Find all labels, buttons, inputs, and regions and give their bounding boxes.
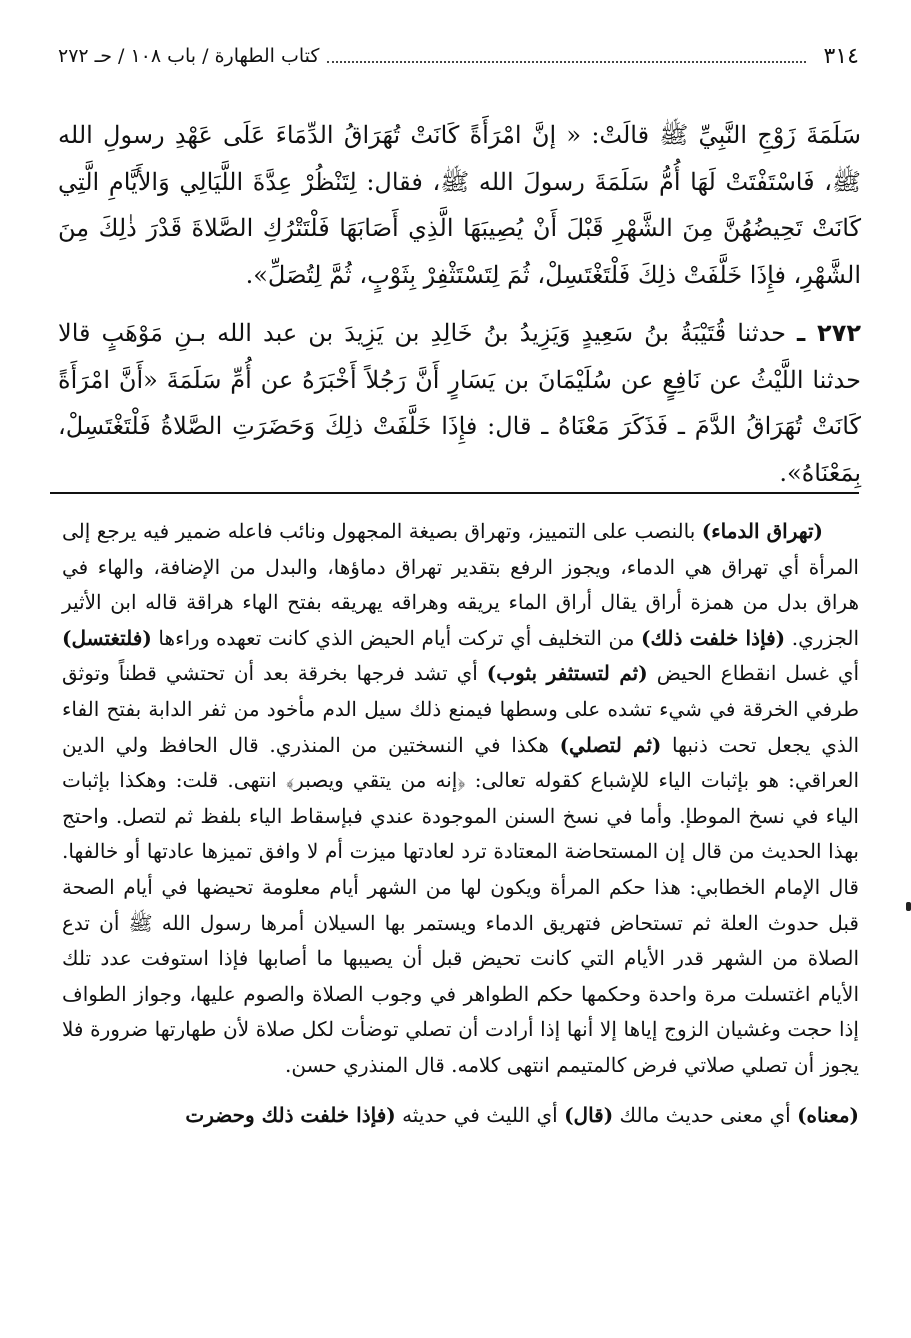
commentary-block xyxy=(62,514,859,1133)
hadith-number: ٢٧٢ ـ xyxy=(797,319,861,347)
commentary-text: من التخليف أي تركت أيام الحيض الذي كانت تعهده وراءها xyxy=(151,625,642,650)
hadith-272 xyxy=(58,310,861,496)
commentary-text: أي غسل انقطاع الحيض xyxy=(647,661,860,686)
hadith-271-continuation: سَلَمَةَ زَوْجِ النَّبِيِّ ﷺ قالَتْ: « إنَّ امْرَأَةً كَانَتْ تُهَرَاقُ الدِّمَاءَ عَلَى عَهْدِ رسولِ الله ﷺ، فَاسْتَفْتَتْ لَهَا أُمُّ سَلَمَةَ رسولَ الله ﷺ، فقال: لِتَنْظُرْ عِدَّةَ اللَّيَالِي وَالأَيَّامِ الَّتِي كَانَتْ تَحِيضُهُنَّ مِنَ الشَّهْرِ قَبْلَ أَنْ يُصِيبَهَا الَّذِي أَصَابَهَا فَلْتَتْرُكِ الصَّلاةَ قَدْرَ ذٰلِكَ مِنَ الشَّهْرِ، فإِذَا خَلَّفَتْ ذلِكَ فَلْتَغْتَسِلْ، ثُمَ لِتَسْتَثْفِرْ بِثَوْبٍ، ثُمَّ لِتُصَلِّ». xyxy=(58,121,861,289)
commentary-term: (تهراق الدماء) xyxy=(701,519,823,543)
commentary-term: (فلتغتسل) xyxy=(62,625,152,650)
commentary-text: هكذا في النسختين من المنذري. قال الحافظ ولي الدين العراقي: هو بإثبات الياء للإشباع كقوله تعالى: ﴿إنه من يتقي ويصبر﴾ انتهى. قلت: وهكذا بإثبات الياء في نسخ الموطإ. وأما في نسخ السنن الموجودة عندي فبإسقاط الياء بلفظ ثم لتصل. واحتج بهذا الحديث من قال إن المستحاضة المعتادة ترد لعادتها ميزت أم لا وافق تميزها عادتها أو خالفها. قال الإمام الخطابي: هذا حكم المرأة ويكون لها من الشهر أيام معلومة تحيضها في أيام الصحة قبل حدوث العلة ثم تستحاض فتهريق الدماء ويستمر بها السيلان أمرها رسول الله ﷺ أن تدع الصلاة من الشهر قدر الأيام التي كانت تحيض قبل أن يصيبها ما أصابها فإذا استوفت عدد تلك الأيام اغتسلت مرة واحدة وحكمها حكم الطواهر في وجوب الصلاة والصوم عليها، وجواز الطواف إذا حجت وغشيان الزوج إياها إلا أنها إذا أرادت أن تصلي توضأت لكل صلاة لأن طهارتها ضرورة فلا يجوز أن تصلي صلاتي فرض كالمتيمم انتهى كلامه. قال المنذري حسن. xyxy=(62,732,859,1077)
commentary-paragraph-2 xyxy=(62,1098,859,1134)
running-header xyxy=(58,38,859,74)
hadith-text-block xyxy=(58,112,861,496)
scan-margin-mark xyxy=(906,902,911,911)
commentary-paragraph-1 xyxy=(62,514,859,1084)
commentary-term: (فإذا خلفت ذلك وحضرت xyxy=(185,1102,396,1127)
commentary-term: (ثم لتصلي) xyxy=(559,732,662,757)
commentary-term: (فإذا خلفت ذلك) xyxy=(641,625,786,650)
footnote-divider xyxy=(50,492,859,494)
commentary-text: بالنصب على التمييز، وتهراق بصيغة المجهول ونائب فاعله ضمير فيه يرجع إلى المرأة أي تهراق هي الدماء، ويجوز الرفع بتقدير تهراق دماؤها، والبدل من الإضافة، والهاء في هراق بدل من همزة أراق يقال أراق الماء يريقه وهراقه يهريقه بفتح الهاء هراقة قاله ابن الأثير الجزري. xyxy=(62,519,859,650)
running-title: كتاب الطهارة / باب ١٠٨ / حـ ٢٧٢ xyxy=(58,45,320,67)
commentary-text: أي معنى حديث مالك xyxy=(613,1102,798,1127)
commentary-term: (ثم لتستثفر بثوب) xyxy=(486,661,648,686)
commentary-text: أي الليث في حديثه xyxy=(395,1102,565,1127)
hadith-272-text: حدثنا قُتَيْبَةُ بنُ سَعِيدٍ وَيَزِيدُ بنُ خَالِدِ بن يَزِيدَ بن عبد الله بـنِ مَوْهَبٍ قالا حدثنا اللَّيْثُ عن نَافِعٍ عن سُلَيْمَانَ بن يَسَارٍ أَنَّ رَجُلاً أَخْبَرَهُ عن أُمِّ سَلَمَةَ «أَنَّ امْرَأَةً كَانَتْ تُهَرَاقُ الدَّمَ ـ فَذَكَرَ مَعْنَاهُ ـ قال: فإِذَا خَلَّفَتْ ذلِكَ وَحَضَرَتِ الصَّلاةُ فَلْتَغْتَسِلْ، بِمَعْنَاهُ». xyxy=(58,319,861,487)
commentary-term: (قال) xyxy=(564,1102,614,1127)
commentary-term: (معناه) xyxy=(797,1102,859,1127)
dotted-leader xyxy=(327,61,805,63)
commentary-text: أي تشد فرجها بخرقة بعد أن تحتشي قطناً وتوثق طرفي الخرقة في شيء تشده على وسطها فيمنع ذلك سيل الدم مأخود من ثفر الدابة بفتح الفاء الذي يجعل تحت ذنبها xyxy=(62,661,859,757)
page-number: ٣١٤ xyxy=(823,43,859,69)
